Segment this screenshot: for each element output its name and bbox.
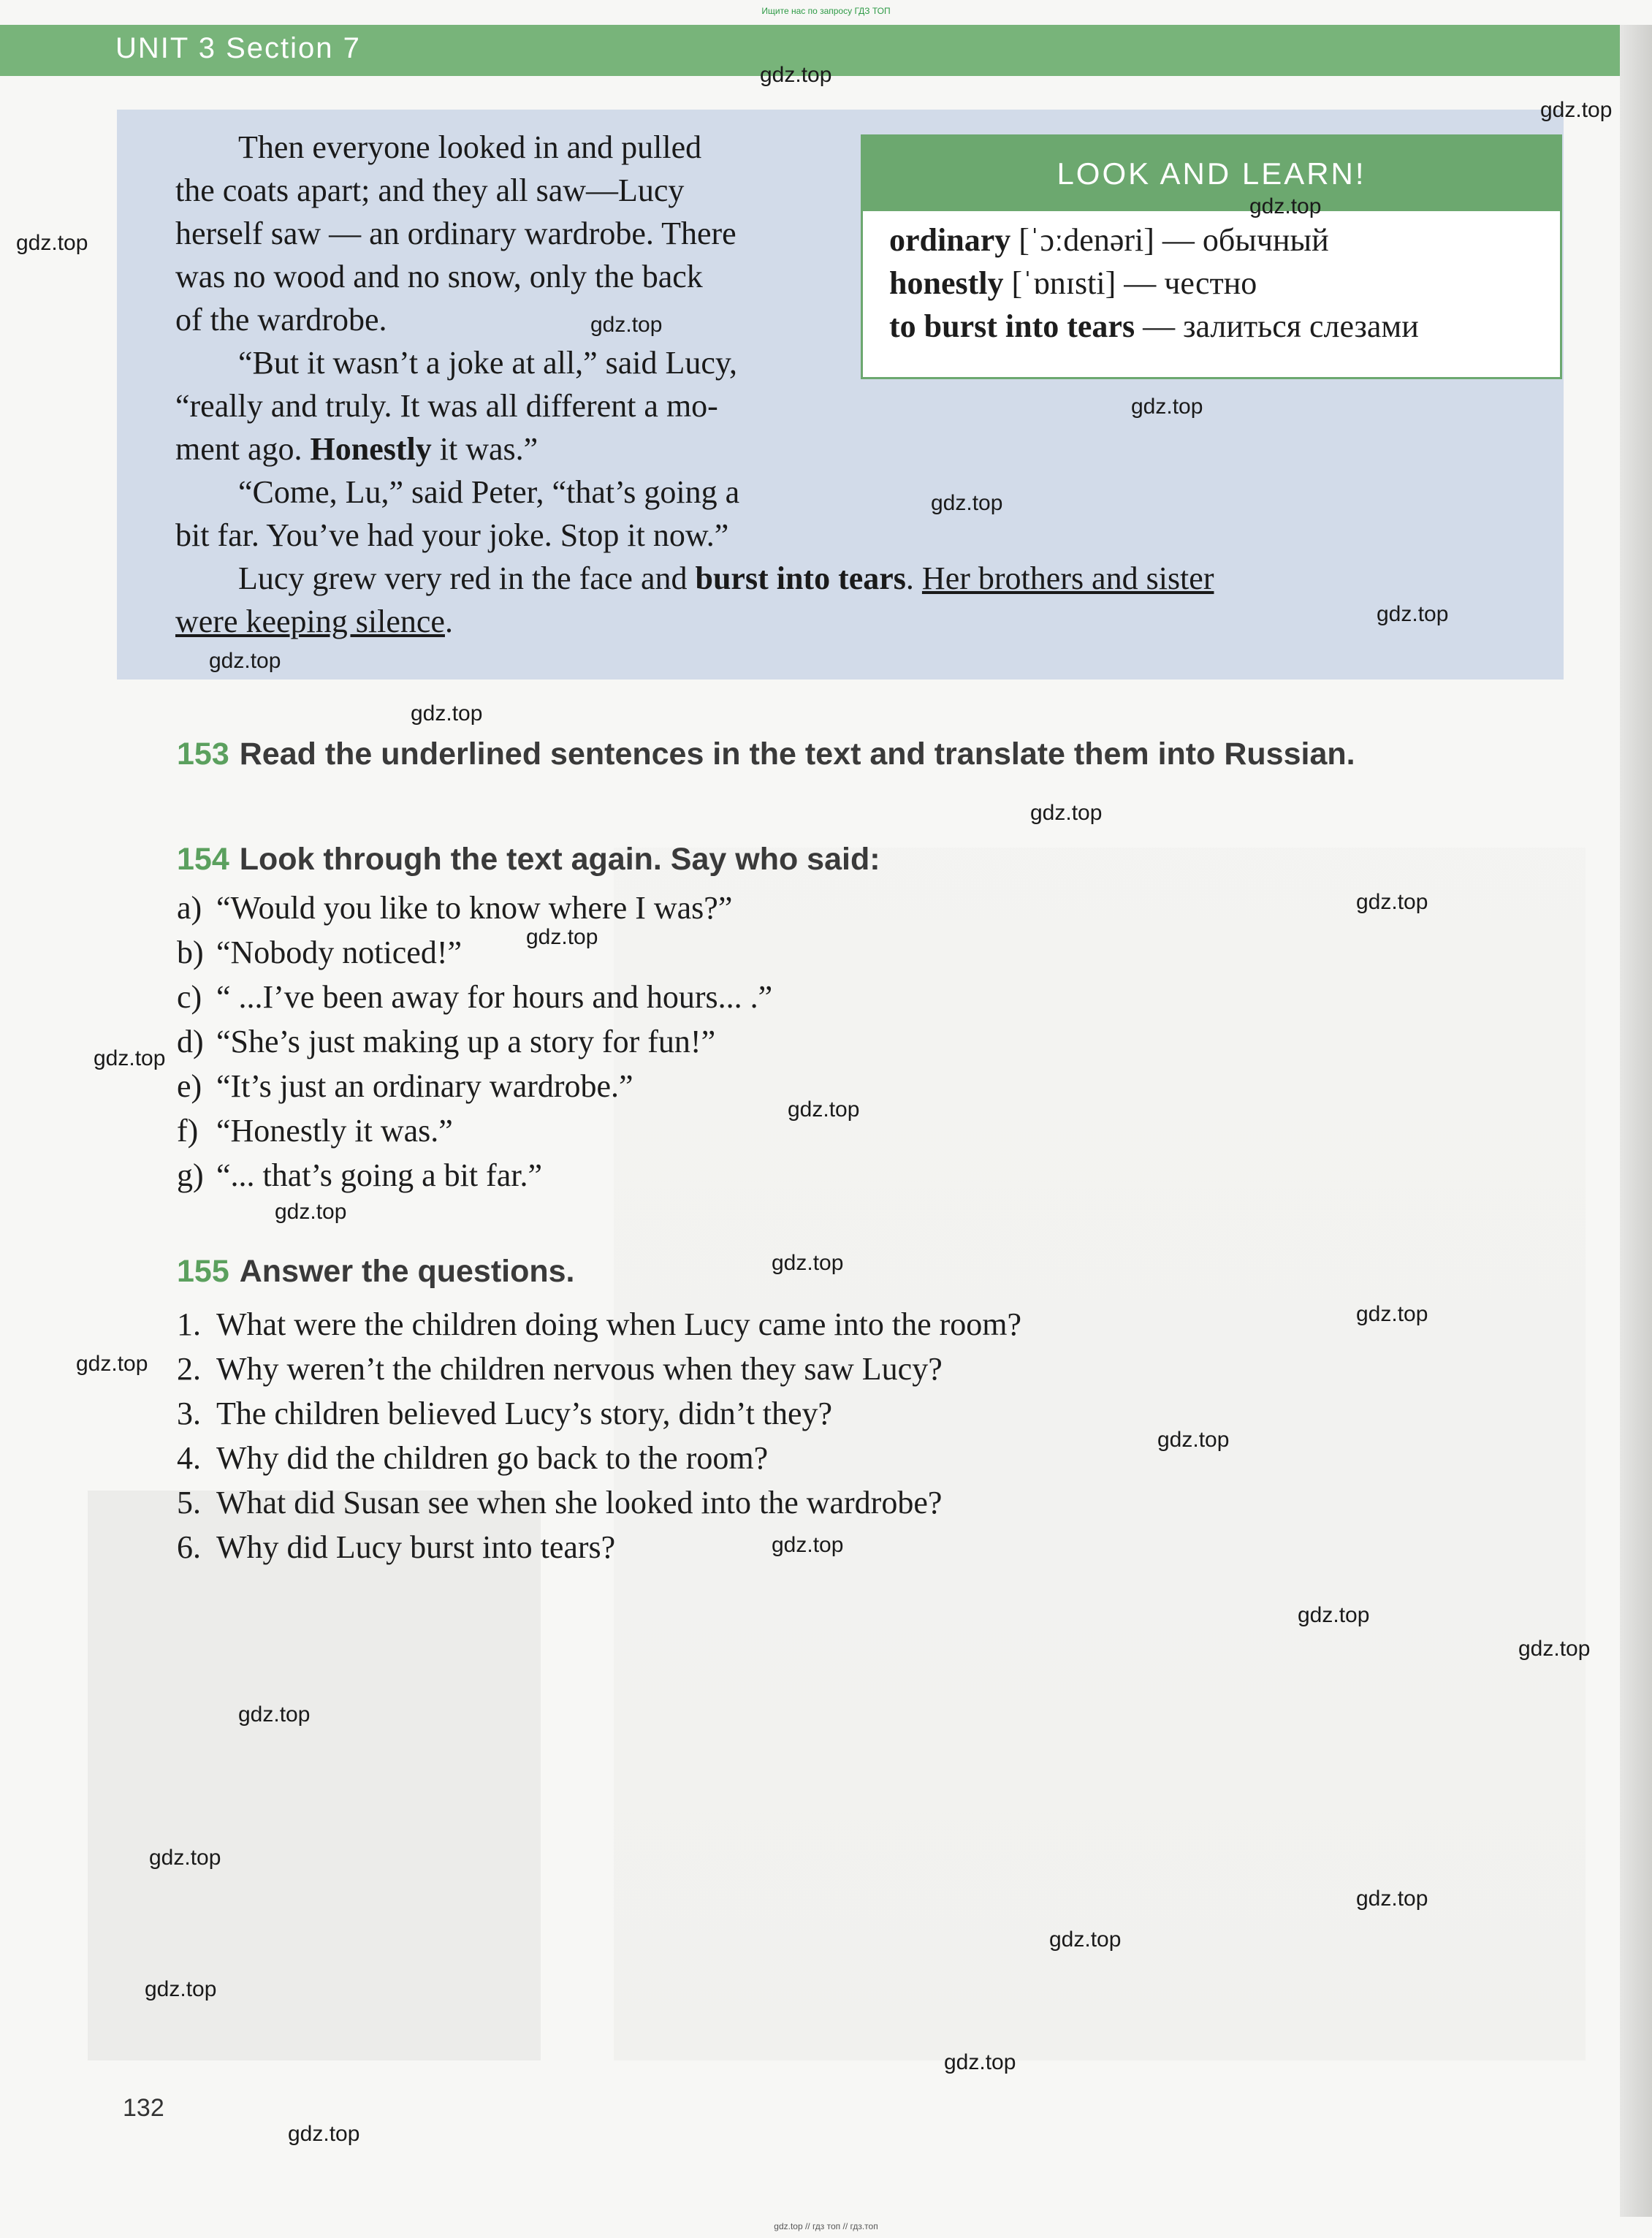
vocabulary-definition: — залиться слезами: [1135, 308, 1419, 344]
list-item: [177, 1019, 772, 1064]
question-item: [177, 1391, 1021, 1436]
exercise-number: 155: [177, 1254, 229, 1289]
question-item: [177, 1525, 1021, 1569]
bold-word-honestly: Honestly: [310, 431, 432, 467]
bottom-banner: gdz.top // гдз топ // гдз.топ: [774, 2221, 878, 2231]
vocabulary-definition: [ˈɔːdenəri] — обычный: [1010, 222, 1329, 258]
watermark: gdz.top: [149, 1846, 221, 1870]
watermark: gdz.top: [16, 231, 88, 255]
passage-text: Lucy grew very red in the face and: [238, 560, 696, 596]
watermark: gdz.top: [238, 1702, 311, 1727]
list-item: [177, 886, 772, 930]
item-text: “Honestly it was.”: [216, 1113, 453, 1149]
item-marker: 1.: [177, 1306, 201, 1342]
unit-title: UNIT 3 Section 7: [115, 32, 361, 64]
list-item: [177, 1153, 772, 1198]
underlined-sentence: Her brothers and sister: [921, 560, 1214, 596]
vocabulary-entry: [889, 262, 1560, 305]
item-text: “She’s just making up a story for fun!”: [216, 1024, 716, 1059]
bold-phrase-burst-into-tears: burst into tears: [695, 560, 906, 596]
item-marker: e): [177, 1068, 202, 1104]
watermark: gdz.top: [1356, 890, 1428, 914]
watermark: gdz.top: [931, 491, 1003, 515]
item-marker: b): [177, 935, 204, 970]
exercise-153-title: [177, 737, 1355, 772]
exercise-instruction: Answer the questions.: [239, 1254, 575, 1289]
watermark: gdz.top: [1356, 1887, 1428, 1911]
exercise-154-list: [177, 886, 772, 1198]
item-text: Why did the children go back to the room?: [216, 1440, 769, 1476]
underlined-sentence: were keeping silence: [175, 604, 445, 639]
question-item: [177, 1480, 1021, 1525]
watermark: gdz.top: [1049, 1927, 1122, 1952]
watermark: gdz.top: [411, 701, 483, 726]
item-marker: g): [177, 1157, 204, 1193]
item-text: “Nobody noticed!”: [216, 935, 462, 970]
vocabulary-entry: [889, 218, 1560, 262]
item-text: “... that’s going a bit far.”: [216, 1157, 542, 1193]
vocabulary-word: to burst into tears: [889, 308, 1135, 344]
question-item: [177, 1436, 1021, 1480]
vocabulary-word: honestly: [889, 265, 1004, 301]
list-item: [177, 975, 772, 1019]
exercise-number: 154: [177, 842, 229, 877]
passage-line: bit far. You’ve had your joke. Stop it now.”: [175, 517, 729, 553]
watermark: gdz.top: [944, 2050, 1016, 2074]
watermark: gdz.top: [526, 925, 598, 949]
item-text: Why did Lucy burst into tears?: [216, 1529, 616, 1565]
watermark: gdz.top: [1540, 98, 1613, 122]
watermark: gdz.top: [1518, 1637, 1591, 1661]
passage-line: was no wood and no snow, only the back: [175, 259, 703, 294]
vocabulary-word: ordinary: [889, 222, 1011, 258]
watermark: gdz.top: [76, 1352, 148, 1376]
vocabulary-definition: [ˈɒnɪsti] — честно: [1003, 265, 1257, 301]
passage-text: .: [905, 560, 922, 596]
passage-line: “But it wasn’t a joke at all,” said Lucy,: [238, 345, 738, 381]
item-marker: 3.: [177, 1396, 201, 1431]
vocabulary-list: [863, 211, 1560, 348]
question-item: [177, 1302, 1021, 1347]
item-marker: a): [177, 890, 202, 926]
passage-line: “really and truly. It was all different a mo-: [175, 388, 718, 424]
passage-text: .: [444, 604, 453, 639]
look-and-learn-box: [861, 134, 1562, 379]
exercise-instruction: Read the underlined sentences in the text and translate them into Russian.: [239, 737, 1355, 772]
item-marker: f): [177, 1113, 199, 1149]
watermark: gdz.top: [1131, 395, 1203, 419]
passage-text: it was.”: [431, 431, 538, 467]
show-through-image-area: [88, 1491, 541, 2060]
page-number: 132: [123, 2094, 164, 2122]
passage-line: [175, 600, 1461, 643]
top-banner: Ищите нас по запросу ГДЗ ТОП: [761, 6, 891, 16]
item-text: “It’s just an ordinary wardrobe.”: [216, 1068, 633, 1104]
passage-line: “Come, Lu,” said Peter, “that’s going a: [238, 474, 740, 510]
list-item: [177, 1064, 772, 1108]
item-text: The children believed Lucy’s story, didn’t they?: [216, 1396, 833, 1431]
item-marker: 4.: [177, 1440, 201, 1476]
watermark: gdz.top: [1298, 1603, 1370, 1627]
watermark: gdz.top: [760, 63, 832, 87]
watermark: gdz.top: [1157, 1428, 1230, 1452]
watermark: gdz.top: [1377, 602, 1449, 626]
passage-line: Then everyone looked in and pulled: [238, 129, 702, 165]
passage-line: [175, 427, 826, 471]
item-text: What did Susan see when she looked into the wardrobe?: [216, 1485, 943, 1520]
watermark: gdz.top: [1030, 801, 1103, 825]
question-item: [177, 1347, 1021, 1391]
passage-line: of the wardrobe.: [175, 302, 387, 338]
watermark: gdz.top: [1249, 194, 1322, 218]
item-text: What were the children doing when Lucy came into the room?: [216, 1306, 1022, 1342]
exercise-155-list: [177, 1302, 1021, 1569]
watermark: gdz.top: [1356, 1302, 1428, 1326]
item-marker: d): [177, 1024, 204, 1059]
look-and-learn-header: LOOK AND LEARN!: [863, 137, 1560, 211]
passage-line: [175, 557, 1461, 600]
watermark: gdz.top: [145, 1977, 217, 2001]
watermark: gdz.top: [772, 1533, 844, 1557]
item-text: Why weren’t the children nervous when they saw Lucy?: [216, 1351, 943, 1387]
item-marker: c): [177, 979, 202, 1015]
exercise-155-title: [177, 1254, 575, 1290]
watermark: gdz.top: [788, 1097, 860, 1122]
list-item: [177, 930, 772, 975]
passage-line: herself saw — an ordinary wardrobe. There: [175, 216, 736, 251]
item-marker: 2.: [177, 1351, 201, 1387]
watermark: gdz.top: [288, 2122, 360, 2146]
passage-text: ment ago.: [175, 431, 311, 467]
watermark: gdz.top: [94, 1046, 166, 1070]
item-text: “ ...I’ve been away for hours and hours... .”: [216, 979, 773, 1015]
watermark: gdz.top: [275, 1200, 347, 1224]
passage-line: the coats apart; and they all saw—Lucy: [175, 172, 685, 208]
item-text: “Would you like to know where I was?”: [216, 890, 733, 926]
item-marker: 5.: [177, 1485, 201, 1520]
item-marker: 6.: [177, 1529, 201, 1565]
vocabulary-entry: [889, 305, 1560, 348]
list-item: [177, 1108, 772, 1153]
exercise-instruction: Look through the text again. Say who said:: [239, 842, 880, 877]
watermark: gdz.top: [772, 1251, 844, 1275]
watermark: gdz.top: [590, 313, 663, 337]
watermark: gdz.top: [209, 649, 281, 673]
exercise-154-title: [177, 842, 880, 878]
exercise-number: 153: [177, 737, 229, 772]
page-edge: [1620, 25, 1652, 2217]
